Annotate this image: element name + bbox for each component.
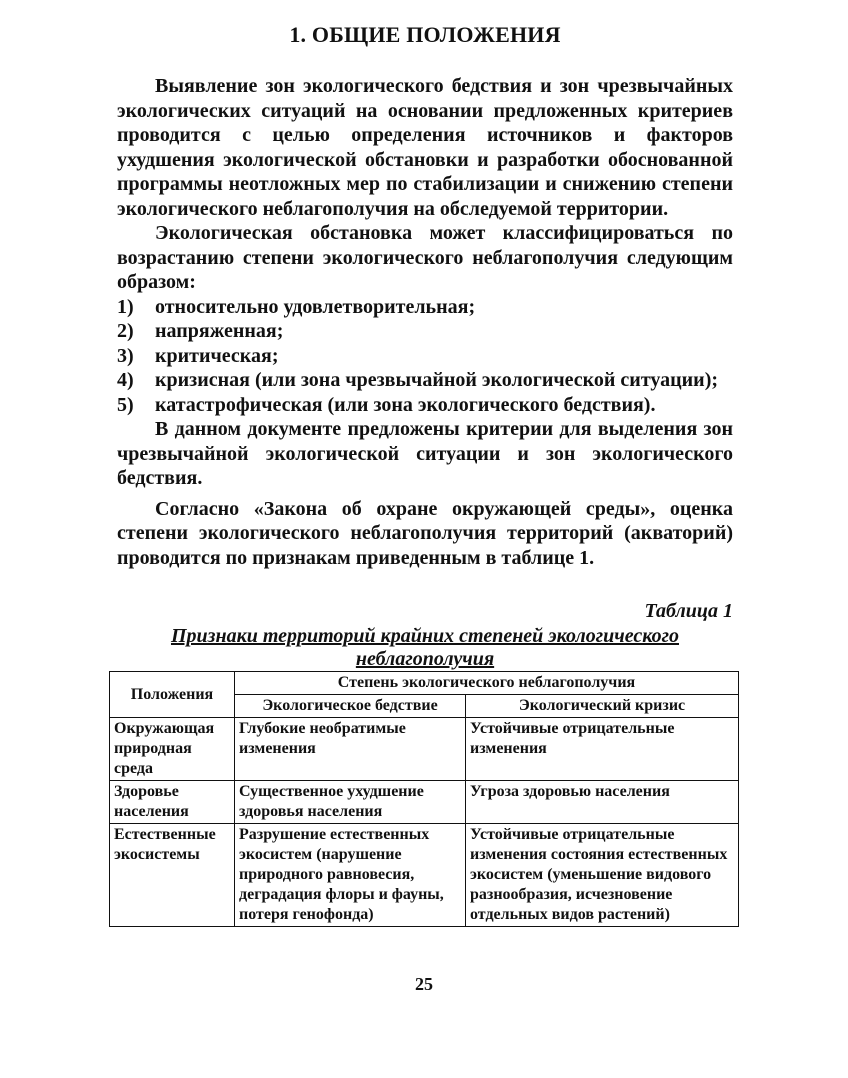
- page-number: 25: [415, 974, 433, 994]
- table-row: [110, 718, 739, 781]
- paragraph-purpose: Выявление зон экологического бедствия и зон чрезвычайных экологических ситуаций на основании предложенных критериев проводится с целью определения источников и факторов ухудшения экологической обстановки и разработки обоснованной программы неотложных мер по стабилизации и снижению степени экологического неблагополучия на обследуемой территории.: [117, 75, 733, 220]
- table-row: [110, 781, 739, 824]
- list-item: [117, 368, 733, 393]
- classification-list: [117, 295, 733, 418]
- cell-disaster: Глубокие необратимые изменения: [235, 718, 466, 781]
- cell-position: Окружающая природная среда: [110, 718, 235, 781]
- table-row: [110, 824, 739, 927]
- list-item-text: катастрофическая (или зона экологического бедствия).: [155, 393, 656, 416]
- list-item: [117, 319, 733, 344]
- paragraph-law: Согласно «Закона об охране окружающей среды», оценка степени экологического неблагополучия территорий (акваторий) проводится по признакам приведенным в таблице 1.: [117, 497, 733, 569]
- list-item: [117, 344, 733, 369]
- cell-position: Здоровье населения: [110, 781, 235, 824]
- list-item-number: 3): [117, 344, 134, 367]
- list-item-number: 2): [117, 320, 134, 342]
- document-page: [114, 22, 733, 927]
- cell-disaster: Существенное ухудшение здоровья населения: [235, 781, 466, 824]
- criteria-table: [109, 671, 739, 927]
- list-item-number: 1): [117, 295, 134, 318]
- table-header-row: [110, 672, 739, 695]
- cell-crisis: Устойчивые отрицательные изменения: [466, 718, 739, 781]
- list-item: [117, 295, 733, 320]
- table-title: Признаки территорий крайних степеней экологического неблагополучия: [170, 625, 679, 670]
- list-item-number: 5): [117, 393, 134, 416]
- cell-position: Естественные экосистемы: [110, 824, 235, 927]
- cell-crisis: Устойчивые отрицательные изменения состояния естественных экосистем (уменьшение видового разнообразия, исчезновение отдельных видов растений): [466, 824, 739, 927]
- cell-disaster: Разрушение естественных экосистем (нарушение природного равновесия, деградация флоры и фауны, потеря генофонда): [235, 824, 466, 927]
- list-item-text: критическая;: [155, 344, 279, 367]
- list-item-text: напряженная;: [155, 320, 284, 342]
- section-heading: 1. ОБЩИЕ ПОЛОЖЕНИЯ: [289, 22, 561, 47]
- header-position: Положения: [110, 672, 235, 718]
- header-crisis: Экологический кризис: [466, 695, 739, 718]
- list-item-number: 4): [117, 369, 134, 391]
- list-item-text: относительно удовлетворительная;: [155, 295, 476, 318]
- header-disaster: Экологическое бедствие: [235, 695, 466, 718]
- header-group: Степень экологического неблагополучия: [235, 672, 739, 695]
- table-label: Таблица 1: [644, 600, 733, 622]
- list-item: [117, 393, 733, 418]
- paragraph-classification: Экологическая обстановка может классифицироваться по возрастанию степени экологического неблагополучия следующим образом:: [117, 222, 733, 293]
- list-item-text: кризисная (или зона чрезвычайной экологической ситуации);: [155, 369, 719, 391]
- paragraph-criteria: В данном документе предложены критерии для выделения зон чрезвычайной экологической ситуации и зон экологического бедствия.: [117, 418, 733, 489]
- cell-crisis: Угроза здоровью населения: [466, 781, 739, 824]
